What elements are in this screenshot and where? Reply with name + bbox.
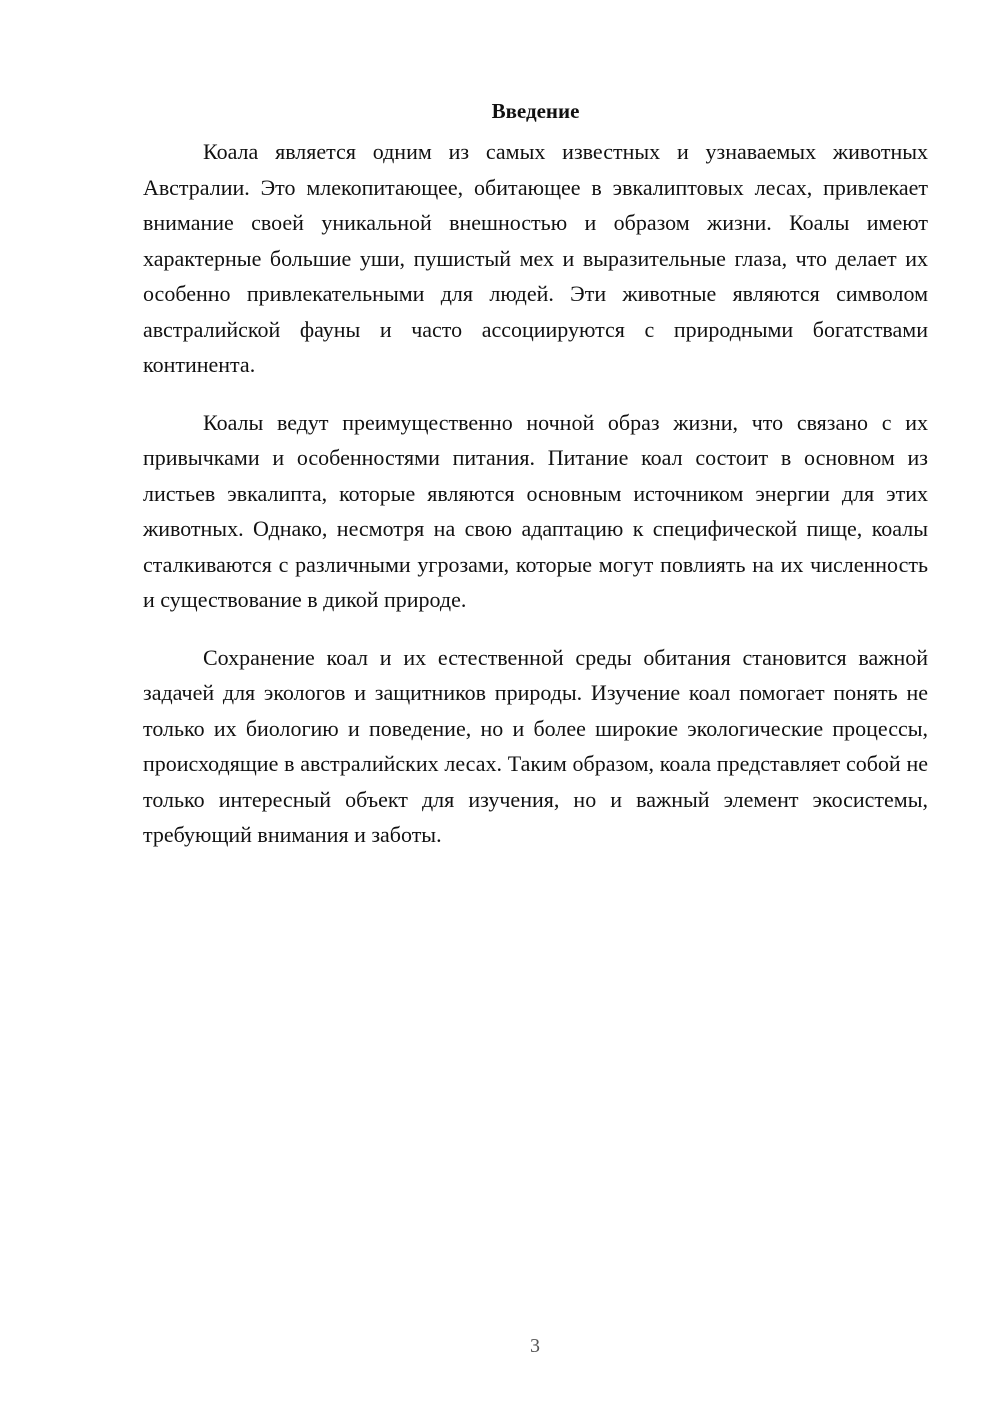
page-number: 3 xyxy=(530,1335,540,1357)
paragraph-1: Коала является одним из самых известных и узнаваемых животных Австралии. Это млекопитающее, обитающее в эвкалиптовых лесах, привлекает внимание своей уникальной внешностью и образом жизни. Коалы имеют характерные большие уши, пушистый мех и выразительные глаза, что делает их особенно привлекательными для людей. Эти животные являются символом австралийской фауны и часто ассоциируются с природными богатствами континента. xyxy=(143,139,928,377)
paragraph-3: Сохранение коал и их естественной среды обитания становится важной задачей для экологов и защитников природы. Изучение коал помогает понять не только их биологию и поведение, но и более широкие экологические процессы, происходящие в австралийских лесах. Таким образом, коала представляет собой не только интересный объект для изучения, но и важный элемент экосистемы, требующий внимания и заботы. xyxy=(143,644,928,847)
paragraph-2: Коалы ведут преимущественно ночной образ жизни, что связано с их привычками и особенностями питания. Питание коал состоит в основном из листьев эвкалипта, которые являются основным источником энергии для этих животных. Однако, несмотря на свою адаптацию к специфической пище, коалы сталкиваются с различными угрозами, которые могут повлиять на их численность и существование в дикой природе. xyxy=(143,409,928,612)
section-title: Введение xyxy=(491,99,580,123)
document-body xyxy=(143,96,928,875)
